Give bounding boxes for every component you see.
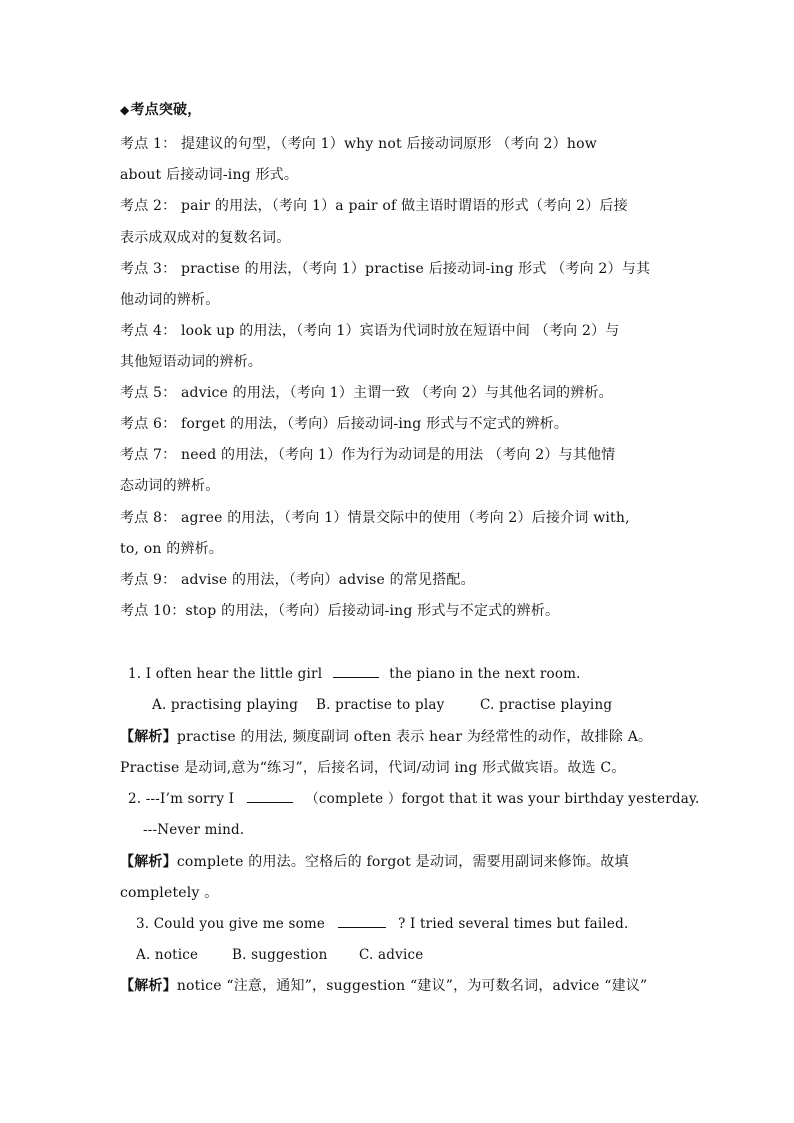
q3-analysis-text-1: notice “注意，通知”，suggestion “建议”，为可数名词，advice “建议” — [176, 978, 648, 994]
q3-blank — [338, 915, 386, 928]
q1-text-after: the piano in the next room. — [389, 666, 581, 682]
point-4-line-2: 其他短语动词的辨析。 — [120, 354, 262, 370]
q2-analysis-text-1: complete 的用法。空格后的 forgot 是动词，需要用副词来修饰。故填 — [176, 854, 629, 870]
q2-analysis-line-2: completely 。 — [120, 885, 219, 901]
q3-text-after: ? I tried several times but failed. — [398, 916, 629, 932]
q2-analysis-tag: 【解析】 — [120, 854, 177, 870]
point-7-line-1: 考点 7： need 的用法，（考向 1）作为行为动词是的用法 （考向 2）与其他情 — [120, 447, 616, 463]
q1-analysis-line-2: Practise 是动词,意为“练习”，后接名词，代词/动词 ing 形式做宾语。故选 C。 — [120, 760, 626, 776]
point-3-line-1: 考点 3： practise 的用法，（考向 1）practise 后接动词-ing 形式 （考向 2）与其 — [120, 261, 651, 277]
q2-analysis-line-1 — [120, 852, 680, 872]
q1-option-c: C. practise playing — [480, 697, 613, 713]
question-1 — [128, 664, 688, 684]
point-3-line-2: 他动词的辨析。 — [120, 292, 220, 308]
point-6-line: 考点 6： forget 的用法，（考向）后接动词-ing 形式与不定式的辨析。 — [120, 416, 569, 432]
q1-analysis-line-1 — [120, 727, 680, 747]
q1-blank — [333, 665, 379, 678]
point-2-line-2: 表示成双成对的复数名词。 — [120, 230, 291, 246]
section-heading — [120, 100, 680, 120]
q3-option-b: B. suggestion — [232, 947, 328, 963]
q1-option-b: B. practise to play — [316, 697, 445, 713]
q3-option-a: A. notice — [136, 947, 199, 963]
point-7-line-2: 态动词的辨析。 — [120, 478, 220, 494]
point-4-line-1: 考点 4： look up 的用法，（考向 1）宾语为代词时放在短语中间 （考向 2）与 — [120, 323, 620, 339]
q3-analysis-tag: 【解析】 — [120, 978, 177, 994]
point-1-line-2: about 后接动词-ing 形式。 — [120, 167, 299, 183]
section-title: 考点突破， — [130, 102, 202, 118]
q1-option-a: A. practising playing — [152, 697, 299, 713]
diamond-icon: ◆ — [120, 103, 130, 117]
q1-text-before: 1. I often hear the little girl — [128, 666, 323, 682]
point-1-line-1: 考点 1： 提建议的句型，（考向 1）why not 后接动词原形 （考向 2）how — [120, 136, 597, 152]
q2-text-after: （complete ）forgot that it was your birthday yesterday. — [305, 791, 700, 807]
question-2 — [128, 789, 700, 809]
q3-text-before: 3. Could you give me some — [136, 916, 326, 932]
q1-analysis-text-1: practise 的用法, 频度副词 often 表示 hear 为经常性的动作，故排除 A。 — [176, 729, 653, 745]
point-2-line-1: 考点 2： pair 的用法，（考向 1）a pair of 做主语时谓语的形式（考向 2）后接 — [120, 198, 628, 214]
point-5-line: 考点 5： advice 的用法，（考向 1）主谓一致 （考向 2）与其他名词的辨析。 — [120, 385, 613, 401]
q1-analysis-tag: 【解析】 — [120, 729, 177, 745]
point-10-line: 考点 10：stop 的用法，（考向）后接动词-ing 形式与不定式的辨析。 — [120, 603, 560, 619]
point-8-line-1: 考点 8： agree 的用法，（考向 1）情景交际中的使用（考向 2）后接介词 with, — [120, 510, 630, 526]
q3-option-c: C. advice — [359, 947, 424, 963]
question-3 — [136, 914, 696, 934]
point-9-line: 考点 9： advise 的用法，（考向）advise 的常见搭配。 — [120, 572, 475, 588]
q2-reply: ---Never mind. — [143, 822, 245, 838]
point-8-line-2: to, on 的辨析。 — [120, 541, 224, 557]
q3-analysis-line-1 — [120, 976, 680, 996]
q2-text-before: 2. ---I’m sorry I — [128, 791, 235, 807]
q2-blank — [247, 790, 293, 803]
